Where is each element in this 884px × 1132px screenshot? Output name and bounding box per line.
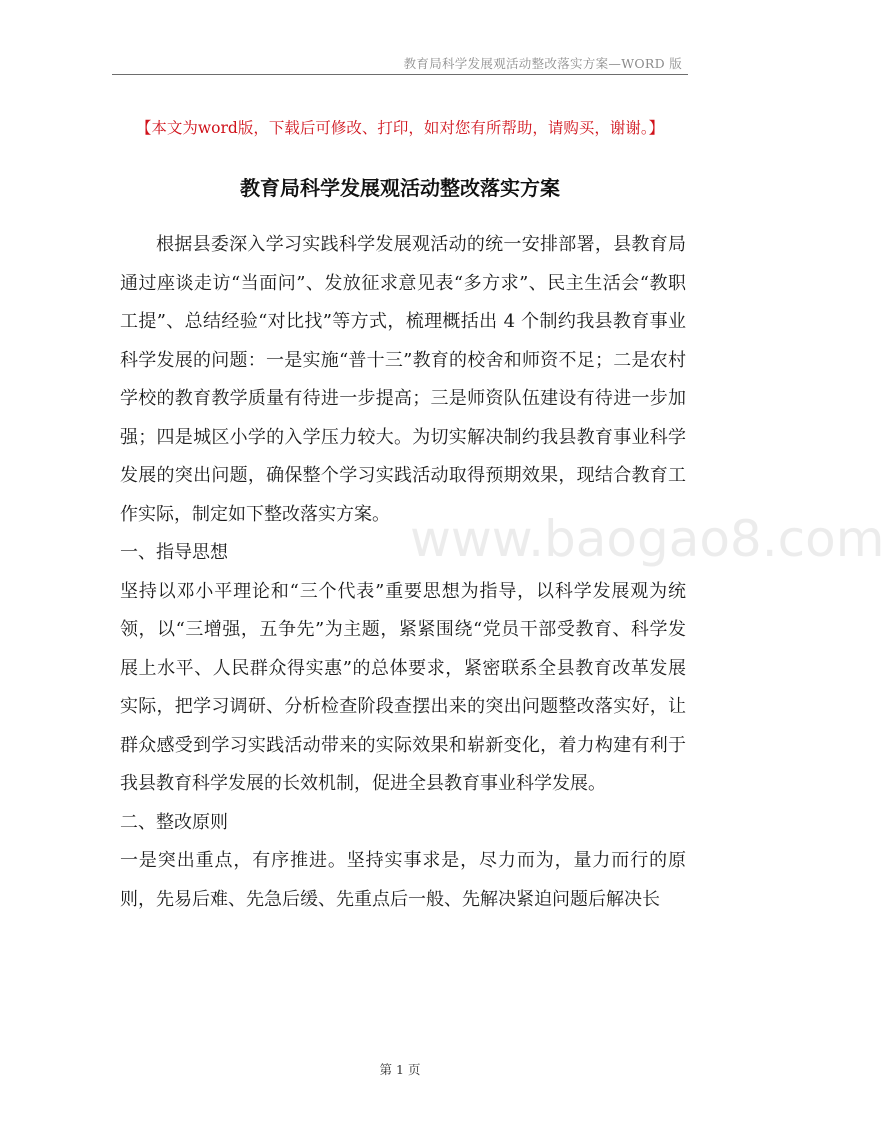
header-divider	[112, 74, 688, 75]
guiding-ideology-paragraph: 坚持以邓小平理论和“三个代表”重要思想为指导，以科学发展观为统领，以“三增强，五争先”为主题，紧紧围绕“党员干部受教育、科学发展上水平、人民群众得实惠”的总体要求，紧密联系全县教育改革发展实际，把学习调研、分析检查阶段查摆出来的突出问题整改落实好，让群众感受到学习实践活动带来的实际效果和崭新变化，着力构建有利于我县教育科学发展的长效机制，促进全县教育事业科学发展。	[120, 580, 686, 794]
intro-paragraph: 根据县委深入学习实践科学发展观活动的统一安排部署，县教育局通过座谈走访“当面问”、发放征求意见表“多方求”、民主生活会“教职工提”、总结经验“对比找”等方式，梳理概括出 4 个制约我县教育事业科学发展的问题：一是实施“普十三”教育的校舍和师资不足；二是农村学校的教育教学质量有待进一步提高；三是师资队伍建设有待进一步加强；四是城区小学的入学压力较大。为切实解决制约我县教育事业科学发展的突出问题，确保整个学习实践活动取得预期效果，现结合教育工作实际，制定如下整改落实方案。	[120, 234, 686, 525]
section-heading-guiding-ideology: 一、指导思想	[120, 542, 228, 563]
purchase-notice: 【本文为word版，下载后可修改、打印，如对您有所帮助，请购买，谢谢。】	[135, 119, 665, 137]
page-number: 第 1 页	[379, 1062, 421, 1077]
document-body	[120, 226, 686, 919]
document-title: 教育局科学发展观活动整改落实方案	[240, 176, 560, 200]
section-heading-principles: 二、整改原则	[120, 811, 228, 833]
running-header: 教育局科学发展观活动整改落实方案—WORD 版	[403, 56, 682, 71]
watermark: www.baogao8.com	[410, 510, 884, 568]
principles-paragraph: 一是突出重点，有序推进。坚持实事求是，尽力而为，量力而行的原则，先易后难、先急后缓、先重点后一般、先解决紧迫问题后解决长	[120, 850, 686, 910]
